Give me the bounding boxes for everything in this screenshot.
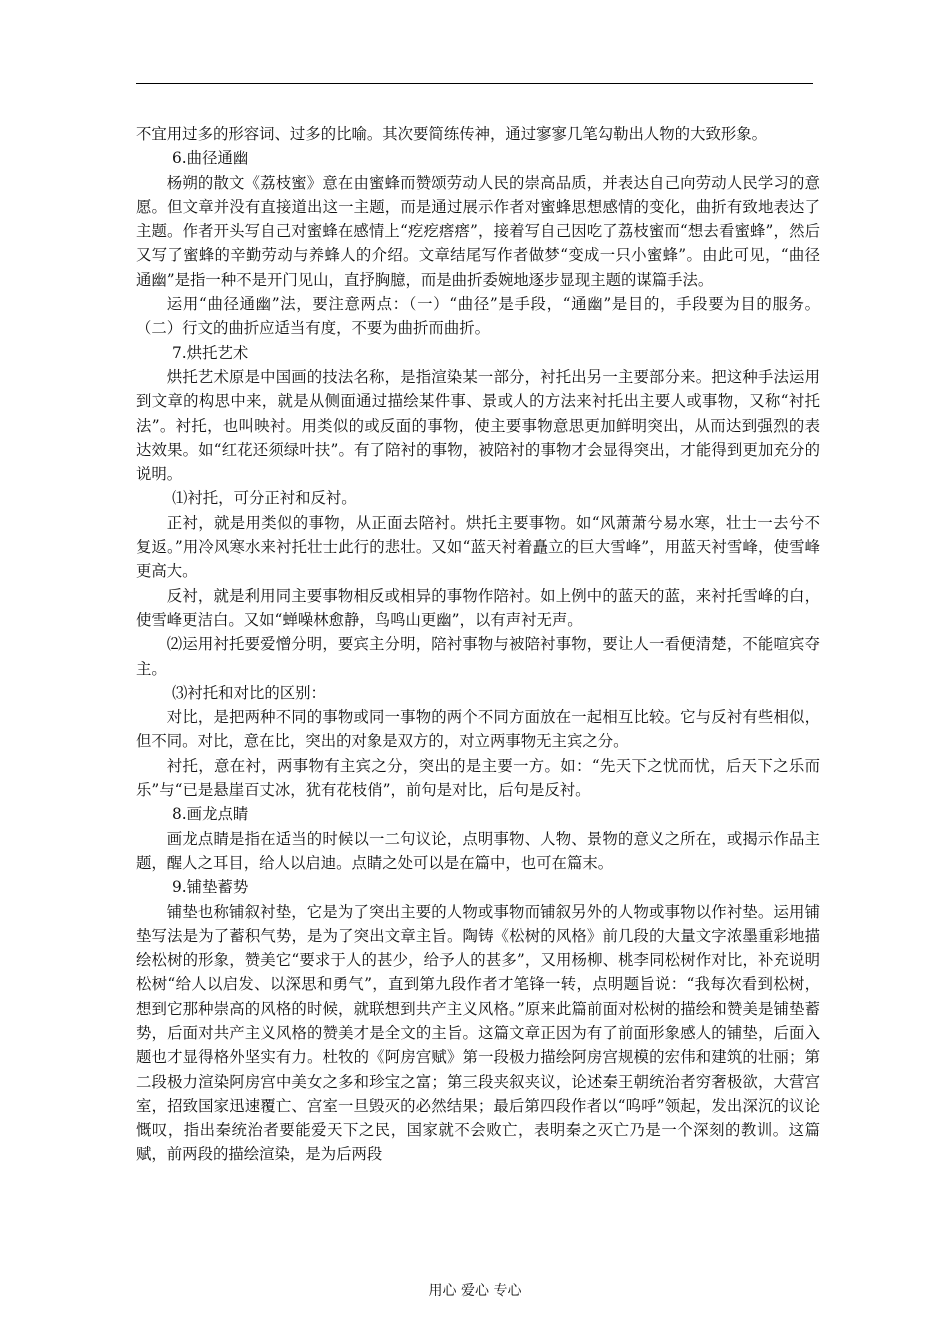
paragraph: 对比，是把两种不同的事物或同一事物的两个不同方面放在一起相互比较。它与反衬有些相似，但不同。对比，意在比，突出的对象是双方的，对立两事物无主宾之分。 <box>136 708 820 751</box>
section-heading-6: 6.曲径通幽 <box>172 149 249 168</box>
subpoint-1: ⑴衬托，可分正衬和反衬。 <box>172 489 357 508</box>
document-body <box>136 122 820 1167</box>
page-footer: 用心 爱心 专心 <box>428 1283 522 1299</box>
paragraph: 烘托艺术原是中国画的技法名称，是指渲染某一部分，衬托出另一主要部分来。把这种手法运用到文章的构思中来，就是从侧面通过描绘某件事、景或人的方法来衬托出主要人或事物，又称“衬托法”。衬托，也叫映衬。用类似的或反面的事物，使主要事物意思更加鲜明突出，从而达到强烈的表达效果。如“红花还须绿叶扶”。有了陪衬的事物，被陪衬的事物才会显得突出，才能得到更加充分的说明。 <box>136 367 820 484</box>
paragraph: 杨朔的散文《荔枝蜜》意在由蜜蜂而赞颂劳动人民的崇高品质，并表达自己向劳动人民学习的意愿。但文章并没有直接道出这一主题，而是通过展示作者对蜜蜂思想感情的变化，曲折有致地表达了主题。作者开头写自己对蜜蜂在感情上“疙疙瘩瘩”，接着写自己因吃了荔枝蜜而“想去看蜜蜂”，然后又写了蜜蜂的辛勤劳动与养蜂人的介绍。文章结尾写作者做梦“变成一只小蜜蜂”。由此可见，“曲径通幽”是指一种不是开门见山，直抒胸臆，而是曲折委婉地逐步显现主题的谋篇手法。 <box>136 173 820 289</box>
section-heading-9: 9.铺垫蓄势 <box>172 878 249 897</box>
paragraph: 衬托，意在衬，两事物有主宾之分，突出的是主要一方。如：“先天下之忧而忧，后天下之乐而乐”与“已是悬崖百丈冰，犹有花枝俏”，前句是对比，后句是反衬。 <box>136 756 820 800</box>
paragraph-continued: 不宜用过多的形容词、过多的比喻。其次要简练传神，通过寥寥几笔勾勒出人物的大致形象。 <box>136 125 768 143</box>
paragraph: 铺垫也称铺叙衬垫，它是为了突出主要的人物或事物而铺叙另外的人物或事物以作衬垫。运用铺垫写法是为了蓄积气势，是为了突出文章主旨。陶铸《松树的风格》前几段的大量文字浓墨重彩地描绘松树的形象，赞美它“要求于人的甚少，给予人的甚多”，又用杨柳、桃李同松树作对比，补充说明松树“给人以启发、以深思和勇气”，直到第九段作者才笔锋一转，点明题旨说：“我每次看到松树，想到它那种崇高的风格的时候，就联想到共产主义风格。”原来此篇前面对松树的描绘和赞美是铺垫蓄势，后面对共产主义风格的赞美才是全文的主旨。这篇文章正因为有了前面形象感人的铺垫，后面入题也才显得格外坚实有力。杜牧的《阿房宫赋》第一段极力描绘阿房宫规模的宏伟和建筑的壮丽；第二段极力渲染阿房宫中美女之多和珍宝之富；第三段夹叙夹议，论述秦王朝统治者穷奢极欲，大营宫室，招致国家迅速覆亡、宫室一旦毁灭的必然结果；最后第四段作者以“呜呼”领起，发出深沉的议论慨叹，指出秦统治者要能爱天下之民，国家就不会败亡，表明秦之灭亡乃是一个深刻的教训。这篇赋，前两段的描绘渲染，是为后两段 <box>136 902 820 1164</box>
section-heading-7: 7.烘托艺术 <box>172 343 249 362</box>
subpoint-2: ⑵运用衬托要爱憎分明，要宾主分明，陪衬事物与被陪衬事物，要让人一看便清楚，不能喧宾夺主。 <box>136 635 820 678</box>
paragraph: 正衬，就是用类似的事物，从正面去陪衬。烘托主要事物。如“风萧萧兮易水寒，壮士一去兮不复返。”用冷风寒水来衬托壮士此行的悲壮。又如“蓝天衬着矗立的巨大雪峰”，用蓝天衬雪峰，使雪峰更高大。 <box>136 513 820 581</box>
subpoint-3: ⑶衬托和对比的区别： <box>172 683 326 702</box>
section-heading-8: 8.画龙点睛 <box>172 805 249 824</box>
paragraph: 运用“曲径通幽”法，要注意两点：（一）“曲径”是手段，“通幽”是目的，手段要为目的服务。（二）行文的曲折应适当有度，不要为曲折而曲折。 <box>136 295 820 338</box>
paragraph: 画龙点睛是指在适当的时候以一二句议论，点明事物、人物、景物的意义之所在，或揭示作品主题，醒人之耳目，给人以启迪。点睛之处可以是在篇中，也可在篇末。 <box>136 829 820 872</box>
paragraph: 反衬，就是利用同主要事物相反或相异的事物作陪衬。如上例中的蓝天的蓝，来衬托雪峰的白，使雪峰更洁白。又如“蝉噪林愈静，鸟鸣山更幽”，以有声衬无声。 <box>136 586 820 629</box>
header-rule <box>136 83 813 84</box>
